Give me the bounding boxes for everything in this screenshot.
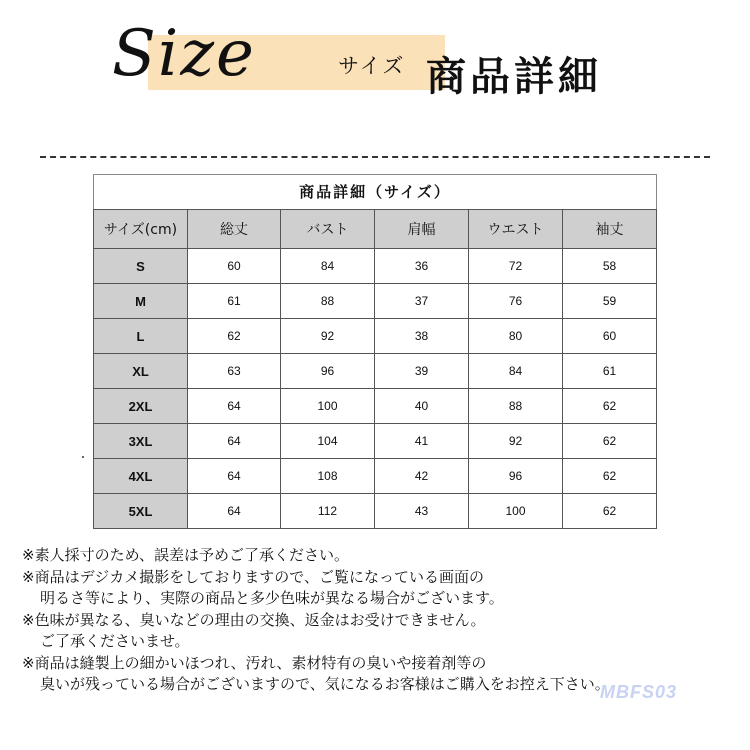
table-row xyxy=(94,389,657,424)
row-size-label: XL xyxy=(94,354,188,389)
table-cell: 38 xyxy=(375,319,469,354)
table-cell: 36 xyxy=(375,249,469,284)
note-line: ※色味が異なる、臭いなどの理由の交換、返金はお受けできません。 xyxy=(22,610,486,629)
table-cell: 59 xyxy=(563,284,657,319)
table-cell: 62 xyxy=(563,459,657,494)
size-table xyxy=(93,174,657,529)
table-cell: 96 xyxy=(281,354,375,389)
table-cell: 40 xyxy=(375,389,469,424)
table-row xyxy=(94,284,657,319)
table-cell: 41 xyxy=(375,424,469,459)
table-cell: 61 xyxy=(188,284,281,319)
table-header-row xyxy=(94,210,657,249)
column-header-sleeve: 袖丈 xyxy=(563,210,657,249)
table-cell: 60 xyxy=(188,249,281,284)
dashed-divider xyxy=(40,156,710,158)
table-row xyxy=(94,319,657,354)
table-cell: 88 xyxy=(281,284,375,319)
note-line: 臭いが残っている場合がございますので、気になるお客様はご購入をお控え下さい。 xyxy=(40,675,610,693)
row-size-label: S xyxy=(94,249,188,284)
table-cell: 88 xyxy=(469,389,563,424)
page-title: 商品詳細 xyxy=(426,53,602,100)
table-cell: 62 xyxy=(563,494,657,529)
table-cell: 64 xyxy=(188,424,281,459)
table-cell: 39 xyxy=(375,354,469,389)
table-cell: 62 xyxy=(563,424,657,459)
table-cell: 104 xyxy=(281,424,375,459)
table-cell: 100 xyxy=(281,389,375,424)
notes-block xyxy=(22,545,742,696)
note-line: ※商品は縫製上の細かいほつれ、汚れ、素材特有の臭いや接着剤等の xyxy=(22,653,487,672)
table-cell: 42 xyxy=(375,459,469,494)
table-cell: 96 xyxy=(469,459,563,494)
table-cell: 62 xyxy=(563,389,657,424)
table-row xyxy=(94,249,657,284)
table-cell: 64 xyxy=(188,494,281,529)
note-line: ※商品はデジカメ撮影をしておりますので、ご覧になっている画面の xyxy=(22,567,484,586)
row-size-label: 5XL xyxy=(94,494,188,529)
table-cell: 112 xyxy=(281,494,375,529)
table-cell: 61 xyxy=(563,354,657,389)
row-size-label: L xyxy=(94,319,188,354)
watermark-code: MBFS03 xyxy=(600,682,678,702)
table-cell: 64 xyxy=(188,389,281,424)
size-table-container xyxy=(93,174,656,529)
row-size-label: 4XL xyxy=(94,459,188,494)
column-header-shoulder: 肩幅 xyxy=(375,210,469,249)
table-cell: 60 xyxy=(563,319,657,354)
table-cell: 63 xyxy=(188,354,281,389)
note-line: ご了承くださいませ。 xyxy=(40,632,190,650)
table-cell: 64 xyxy=(188,459,281,494)
column-header-size: サイズ(cm) xyxy=(94,210,188,249)
table-cell: 58 xyxy=(563,249,657,284)
table-cell: 43 xyxy=(375,494,469,529)
table-cell: 100 xyxy=(469,494,563,529)
table-cell: 84 xyxy=(281,249,375,284)
table-cell: 84 xyxy=(469,354,563,389)
row-size-label: M xyxy=(94,284,188,319)
column-header-length: 総丈 xyxy=(188,210,281,249)
table-cell: 80 xyxy=(469,319,563,354)
row-size-label: 2XL xyxy=(94,389,188,424)
note-line: 明るさ等により、実際の商品と多少色味が異なる場合がございます。 xyxy=(40,589,504,607)
size-script-heading: Size xyxy=(112,17,256,91)
table-row xyxy=(94,424,657,459)
size-kana-label: サイズ xyxy=(338,54,406,78)
column-header-waist: ウエスト xyxy=(469,210,563,249)
table-cell: 62 xyxy=(188,319,281,354)
table-cell: 76 xyxy=(469,284,563,319)
table-row xyxy=(94,494,657,529)
table-caption: 商品詳細（サイズ） xyxy=(93,174,657,209)
table-cell: 92 xyxy=(281,319,375,354)
table-cell: 108 xyxy=(281,459,375,494)
table-cell: 92 xyxy=(469,424,563,459)
note-line: ※素人採寸のため、誤差は予めご了承ください。 xyxy=(22,546,349,564)
stray-dot xyxy=(82,456,84,458)
row-size-label: 3XL xyxy=(94,424,188,459)
table-cell: 37 xyxy=(375,284,469,319)
table-cell: 72 xyxy=(469,249,563,284)
column-header-bust: バスト xyxy=(281,210,375,249)
table-row xyxy=(94,459,657,494)
table-row xyxy=(94,354,657,389)
